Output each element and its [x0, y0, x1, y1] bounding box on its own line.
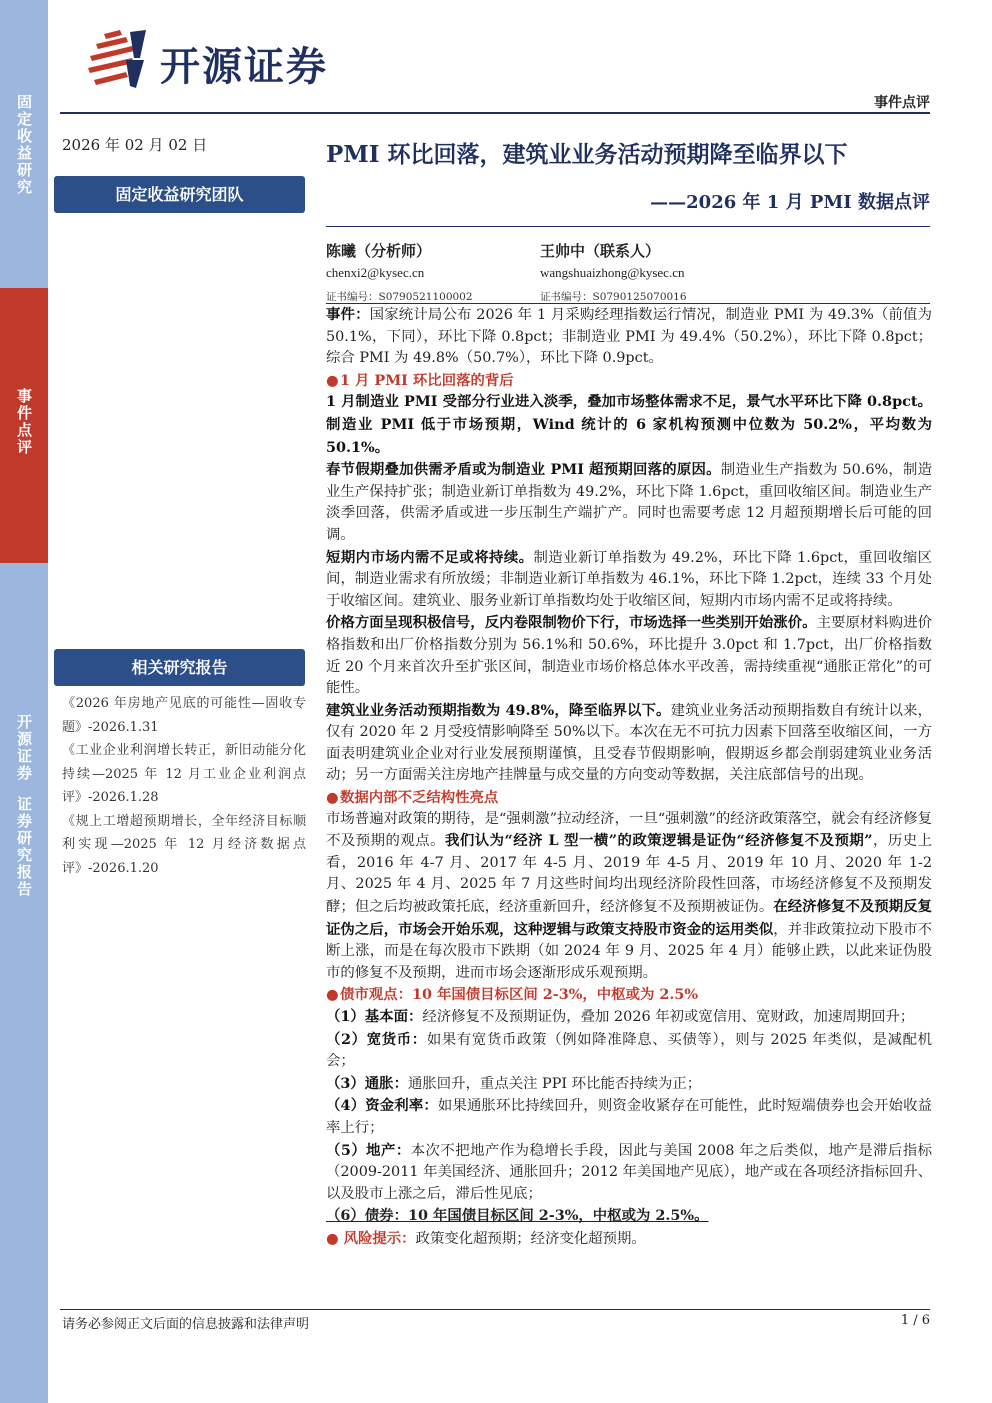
paragraph-bold: 短期内市场内需不足或将持续。 — [326, 548, 534, 566]
section-heading-text: 1 月 PMI 环比回落的背后 — [340, 371, 514, 389]
paragraph-text: 制造业生产指数为 50.6%，制造业生产保持扩张；制造业新订单指数为 49.2%，环比下降 1.6pct，重回收缩区间。制造业生产淡季回落，供需矛盾或进一步压制生产端扩产。同时也需要考虑 12 月超预期增长后可能的回调。 — [326, 462, 932, 543]
sidebar-mid-label: 事件点评 — [15, 388, 33, 456]
sidebar-bottom-label-1: 开源证券 — [15, 714, 33, 782]
brand-logo-icon — [86, 30, 156, 90]
paragraph-bold: 1 月制造业 PMI 受部分行业进入淡季，叠加市场整体需求不足，景气水平环比下降 0.8pct。制造业 PMI 低于市场预期，Wind 统计的 6 家机构预测中位数为 50.2%，平均数为 50.1%。 — [326, 393, 932, 456]
view-item-1 — [326, 1006, 932, 1029]
view-item-2 — [326, 1029, 932, 1073]
view-conclusion: （6）债券：10 年国债目标区间 2-3%，中枢或为 2.5%。 — [326, 1207, 709, 1225]
paragraph-1 — [326, 391, 932, 459]
risk-label: 风险提示： — [343, 1229, 416, 1247]
paragraph-2 — [326, 459, 932, 546]
report-date: 2026 年 02 月 02 日 — [62, 136, 208, 154]
footer-divider — [60, 1309, 930, 1310]
view-text: 如果有宽货币政策（例如降准降息、买债等），则与 2025 年类似，是减配机会； — [326, 1031, 933, 1070]
view-text: 经济修复不及预期证伪，叠加 2026 年初或宽信用、宽财政，加速周期回升； — [422, 1009, 915, 1025]
related-reports-list — [62, 692, 306, 880]
team-banner: 固定收益研究团队 — [54, 176, 305, 213]
author-email[interactable]: wangshuaizhong@kysec.cn — [540, 265, 685, 280]
author-cert: 证书编号：S0790521100002 — [326, 291, 473, 303]
paragraph-4 — [326, 612, 932, 699]
bullet-icon: ● — [326, 789, 339, 807]
paragraph-text: ，历史上看，2016 年 4-7 月、2017 年 4-5 月、2019 年 4-5 月、2019 年 10 月、2020 年 1-2 月、2025 年 4 月、2025 年 7 月这些时间均出现经济阶段性回落，市场经济修复不及预期发酵；但之后均被政策托底，经济重新回升，经济修复不及预期被证伪。 — [326, 833, 932, 916]
view-label: （1）基本面： — [326, 1008, 423, 1025]
report-body — [326, 304, 932, 1251]
bullet-icon: ● — [326, 371, 339, 389]
paragraph-3 — [326, 547, 932, 613]
section-heading-2 — [326, 787, 932, 809]
footer-disclaimer: 请务必参阅正文后面的信息披露和法律声明 — [62, 1317, 310, 1332]
author-analyst — [326, 240, 473, 308]
related-reports-banner: 相关研究报告 — [54, 649, 305, 686]
author-email[interactable]: chenxi2@kysec.cn — [326, 265, 425, 280]
view-item-6 — [326, 1205, 932, 1228]
view-label: （2）宽货币： — [326, 1030, 427, 1048]
paragraph-text: 市场普遍对政策的期待，是“强刺激”拉动经济，一旦“强刺激”的经济政策落空，就会有经济修复不及预期的观点。 — [326, 810, 932, 850]
paragraph-6 — [326, 809, 932, 985]
title-divider — [326, 226, 930, 227]
sidebar-bottom-label-2: 证券研究报告 — [15, 796, 33, 898]
section-heading-text: 数据内部不乏结构性亮点 — [340, 789, 499, 807]
paragraph-bold: 建筑业业务活动预期指数为 49.8%，降至临界以下。 — [326, 701, 671, 719]
paragraph-5 — [326, 700, 932, 787]
related-report-link[interactable]: 《2026 年房地产见底的可能性—固收专题》-2026.1.31 — [62, 696, 306, 735]
view-item-3 — [326, 1073, 932, 1096]
bullet-icon: ● — [326, 1229, 344, 1247]
view-label: （4）资金利率： — [326, 1097, 438, 1115]
paragraph-bold: 春节假期叠加供需矛盾或为制造业 PMI 超预期回落的原因。 — [326, 461, 721, 479]
risk-paragraph — [326, 1228, 932, 1251]
header-divider — [60, 112, 930, 114]
risk-text: 政策变化超预期；经济变化超预期。 — [415, 1230, 646, 1247]
view-label: （3）通胀： — [326, 1074, 408, 1092]
bullet-icon: ● — [326, 986, 339, 1004]
sidebar-bottom-band — [0, 563, 48, 1403]
author-cert: 证书编号：S0790125070016 — [540, 291, 687, 303]
paragraph-bold: 在经济修复不及预期反复证伪之后，市场会开始乐观，这种逻辑与政策支持股市资金的运用类似 — [326, 898, 932, 938]
view-text: 本次不把地产作为稳增长手段，因此与美国 2008 年之后类似，地产是滞后指标（2009-2011 年美国经济、通胀回升；2012 年美国地产见底），地产或在各项经济指标回升、以及股市上涨之后，滞后性见底； — [326, 1142, 932, 1202]
section-heading-3 — [326, 984, 932, 1006]
report-type-tag: 事件点评 — [874, 95, 930, 111]
paragraph-text: 制造业新订单指数为 49.2%，环比下降 1.6pct，重回收缩区间，制造业需求有所放缓；非制造业新订单指数为 46.1%，环比下降 1.2pct，连续 33 个月处于收缩区间。建筑业、服务业新订单指数均处于收缩区间，短期内市场内需不足或将持续。 — [326, 549, 932, 609]
event-label: 事件： — [326, 306, 370, 323]
view-label: （5）地产： — [326, 1141, 411, 1159]
event-text: 国家统计局公布 2026 年 1 月采购经理指数运行情况，制造业 PMI 为 49.3%（前值为 50.1%，下同），环比下降 0.8pct；非制造业 PMI 为 49.4%（50.2%），环比下降 0.8pct；综合 PMI 为 49.8%（50.7%），环比下降 0.9pct。 — [326, 307, 932, 367]
related-report-link[interactable]: 《规上工增超预期增长，全年经济目标顺利实现—2025 年 12 月经济数据点评》-2026.1.20 — [62, 813, 306, 876]
author-contact — [540, 240, 687, 308]
view-item-4 — [326, 1095, 932, 1139]
page-number: 1 / 6 — [900, 1313, 930, 1328]
paragraph-text: 建筑业业务活动预期指数自有统计以来，仅有 2020 年 2 月受疫情影响降至 50%以下。本次在无不可抗力因素下回落至收缩区间，一方面表明建筑业企业对行业发展预期谨慎，且受春节假期影响，假期返乡都会削弱建筑业业务活动；另一方面需关注房地产挂牌量与成交量的方向变动等数据，关注底部信号的出现。 — [326, 702, 932, 784]
view-text: 如果通胀环比持续回升，则资金收紧存在可能性，此时短端债券也会开始收益率上行； — [326, 1098, 932, 1136]
brand-name: 开源证券 — [160, 44, 328, 90]
event-paragraph — [326, 304, 932, 370]
view-text: 通胀回升，重点关注 PPI 环比能否持续为正； — [407, 1075, 702, 1092]
related-report-link[interactable]: 《工业企业利润增长转正，新旧动能分化持续—2025 年 12 月工业企业利润点评》-2026.1.28 — [62, 743, 306, 805]
author-name: 王帅中（联系人） — [540, 242, 661, 260]
view-item-5 — [326, 1140, 932, 1206]
section-heading-text: 债市观点：10 年国债目标区间 2-3%，中枢或为 2.5% — [340, 986, 699, 1004]
section-heading-1 — [326, 370, 932, 392]
report-subtitle: ——2026 年 1 月 PMI 数据点评 — [650, 192, 930, 213]
report-title: PMI 环比回落，建筑业业务活动预期降至临界以下 — [326, 141, 848, 168]
sidebar-top-label: 固定收益研究 — [15, 94, 33, 196]
author-name: 陈曦（分析师） — [326, 242, 432, 260]
paragraph-text: ，并非政策拉动下股市不断上涨，而是在每次股市下跌期（如 2024 年 9 月、2025 年 4 月）能够止跌，以此来证伪股市的修复不及预期，进而市场会逐渐形成乐观预期。 — [326, 921, 932, 981]
paragraph-text: 主要原材料购进价格指数和出厂价格指数分别为 56.1%和 50.6%，环比提升 3.0pct 和 1.7pct，出厂价格指数近 20 个月来首次升至扩张区间，制造业市场价格总体水平改善，需持续重视“通胀正常化”的可能性。 — [326, 615, 932, 697]
paragraph-bold: 我们认为“经济 L 型一横”的政策逻辑是证伪“经济修复不及预期” — [445, 832, 873, 850]
paragraph-bold: 价格方面呈现积极信号，反内卷限制物价下行，市场选择一些类别开始涨价。 — [326, 614, 817, 632]
